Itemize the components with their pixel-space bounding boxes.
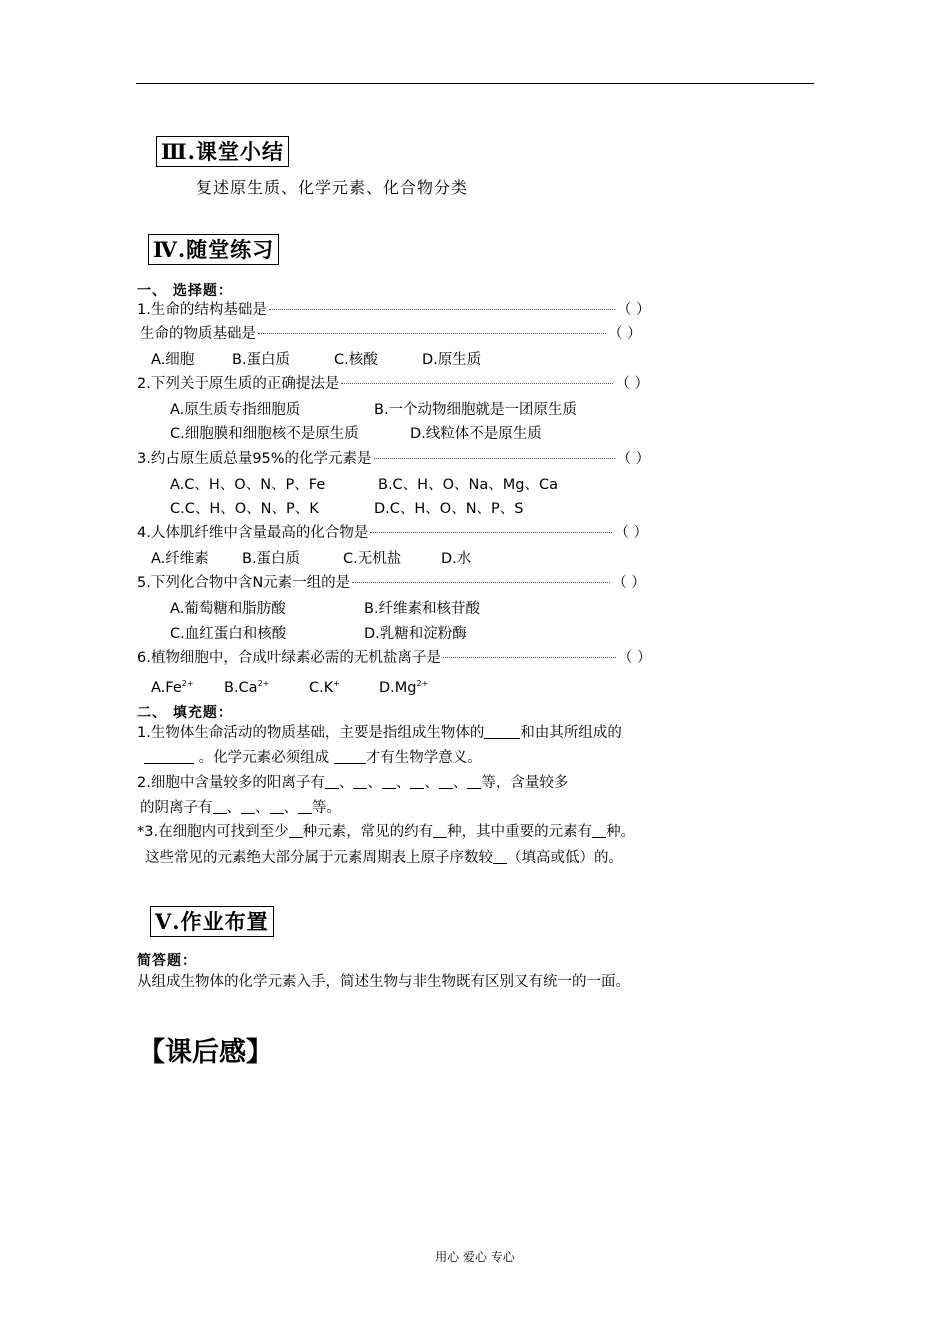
fill-text: 和由其所组成的 — [520, 725, 622, 741]
option: B.纤维素和核苷酸 — [364, 601, 481, 617]
option: A.葡萄糖和脂肪酸 — [170, 601, 286, 617]
option-text: B.Ca — [224, 679, 258, 696]
answer-blank — [144, 749, 194, 764]
dot-leader — [374, 458, 615, 459]
question-text: 生命的物质基础是 — [140, 326, 256, 342]
fill-question-3 — [137, 822, 635, 842]
fill-text: 的阴离子有 — [140, 800, 213, 816]
homework-heading: 简答题： — [137, 953, 197, 969]
answer-blank — [325, 774, 339, 789]
fill-text: 种。 — [606, 824, 636, 840]
answer-paren: （ ） — [616, 451, 651, 467]
fill-text: 种，其中重要的元素有 — [447, 824, 593, 840]
option-text: D.Mg — [379, 679, 417, 696]
option: C.血红蛋白和核酸 — [170, 626, 287, 642]
option-text: C.K — [309, 679, 334, 696]
dot-leader — [341, 383, 613, 384]
dot-leader — [352, 582, 610, 583]
fill-text: （填高或低）的。 — [507, 850, 623, 866]
option: A.原生质专指细胞质 — [170, 402, 301, 418]
option — [224, 674, 269, 698]
option: B.蛋白质 — [242, 551, 301, 567]
answer-blank — [467, 774, 481, 789]
homework-text: 从组成生物体的化学元素入手，简述生物与非生物既有区别又有统一的一面。 — [137, 974, 630, 990]
separator: 、 — [424, 775, 439, 791]
ion-charge: 2+ — [416, 679, 429, 688]
option: D.C、H、O、N、P、S — [374, 501, 524, 517]
answer-paren: （ ） — [615, 376, 649, 392]
afterword-title: 【课后感】 — [138, 1037, 273, 1068]
answer-blank — [493, 849, 507, 864]
fill-text: 。化学元素必须组成 — [198, 750, 330, 766]
option: D.原生质 — [422, 352, 482, 368]
answer-paren: （ ） — [612, 575, 646, 591]
answer-paren: （ ） — [617, 650, 652, 666]
question-text: 6.植物细胞中，合成叶绿素必需的无机盐离子是 — [137, 650, 441, 666]
summary-text: 复述原生质、化学元素、化合物分类 — [196, 178, 469, 197]
option: D.乳糖和淀粉酶 — [364, 626, 467, 642]
answer-paren: （ ） — [608, 326, 642, 342]
answer-blank — [334, 749, 366, 764]
practice-section-title: Ⅳ.随堂练习 — [148, 234, 279, 265]
option — [379, 674, 428, 698]
option — [309, 674, 340, 698]
fill-text: *3.在细胞内可找到至少 — [137, 824, 289, 840]
fill-text: 等。 — [312, 800, 341, 816]
ion-charge: 2+ — [257, 679, 270, 688]
option: A.纤维素 — [151, 551, 209, 567]
ion-charge: + — [333, 679, 340, 688]
option-text: A.Fe — [151, 679, 182, 696]
option: A.C、H、O、N、P、Fe — [170, 477, 326, 493]
question-4 — [137, 523, 648, 543]
fill-question-2-cont — [140, 798, 341, 818]
option: C.细胞膜和细胞核不是原生质 — [170, 426, 359, 442]
question-text: 5.下列化合物中含N元素一组的是 — [137, 575, 351, 591]
answer-blank — [484, 724, 520, 739]
option: B.蛋白质 — [232, 352, 291, 368]
answer-blank — [439, 774, 453, 789]
separator: 、 — [226, 800, 241, 816]
homework-section-title: Ⅴ.作业布置 — [150, 906, 274, 937]
fill-text: 2.细胞中含量较多的阳离子有 — [137, 775, 325, 791]
fill-question-1 — [137, 723, 622, 743]
answer-blank — [241, 799, 255, 814]
answer-blank — [433, 823, 447, 838]
separator: 、 — [338, 775, 354, 791]
option: C.核酸 — [334, 352, 378, 368]
answer-blank — [592, 823, 606, 838]
fill-text: 才有生物学意义。 — [365, 750, 482, 766]
fill-question-3-cont — [145, 848, 623, 868]
fill-question-1-cont — [144, 748, 482, 768]
dot-leader — [443, 657, 616, 658]
dot-leader — [258, 333, 606, 334]
question-text: 4.人体肌纤维中含量最高的化合物是 — [137, 525, 369, 541]
option — [151, 674, 194, 698]
question-text: 3.约占原生质总量95%的化学元素是 — [137, 451, 372, 467]
fill-text: 等，含量较多 — [481, 775, 569, 791]
choice-heading: 一、 选择题： — [137, 283, 233, 299]
question-text: 1.生命的结构基础是 — [137, 302, 267, 318]
answer-blank — [410, 774, 424, 789]
separator: 、 — [452, 775, 468, 791]
footer: 用心 爱心 专心 — [435, 1250, 515, 1264]
dot-leader — [269, 309, 615, 310]
question-6 — [137, 648, 651, 668]
fill-text: 这些常见的元素绝大部分属于元素周期表上原子序数较 — [145, 850, 493, 866]
separator: 、 — [367, 775, 382, 791]
answer-blank — [270, 799, 284, 814]
option: C.无机盐 — [343, 551, 402, 567]
separator: 、 — [283, 800, 298, 816]
option: A.细胞 — [151, 352, 195, 368]
question-1b — [140, 324, 642, 344]
fill-text: 1.生物体生命活动的物质基础，主要是指组成生物体的 — [137, 725, 485, 741]
fill-text: 种元素，常见的约有 — [302, 824, 434, 840]
question-3 — [137, 449, 650, 469]
answer-blank — [353, 774, 367, 789]
option: D.线粒体不是原生质 — [410, 426, 542, 442]
separator: 、 — [255, 800, 270, 816]
question-2 — [137, 374, 649, 394]
separator: 、 — [395, 775, 411, 791]
answer-blank — [289, 823, 303, 838]
option: B.一个动物细胞就是一团原生质 — [374, 402, 578, 418]
header-rule — [136, 83, 814, 84]
question-text: 2.下列关于原生质的正确提法是 — [137, 376, 340, 392]
answer-blank — [213, 799, 227, 814]
option: C.C、H、O、N、P、K — [170, 501, 319, 517]
answer-paren: （ ） — [614, 525, 648, 541]
question-5 — [137, 573, 646, 593]
option: D.水 — [441, 551, 472, 567]
dot-leader — [370, 532, 612, 533]
summary-section-title: Ⅲ.课堂小结 — [156, 136, 289, 167]
answer-blank — [382, 774, 396, 789]
fill-question-2 — [137, 773, 568, 793]
fill-heading: 二、 填充题： — [137, 705, 233, 721]
question-1a — [137, 300, 650, 320]
option: B.C、H、O、Na、Mg、Ca — [378, 477, 558, 493]
answer-blank — [298, 799, 312, 814]
ion-charge: 2+ — [181, 679, 194, 688]
answer-paren: （ ） — [616, 302, 651, 318]
